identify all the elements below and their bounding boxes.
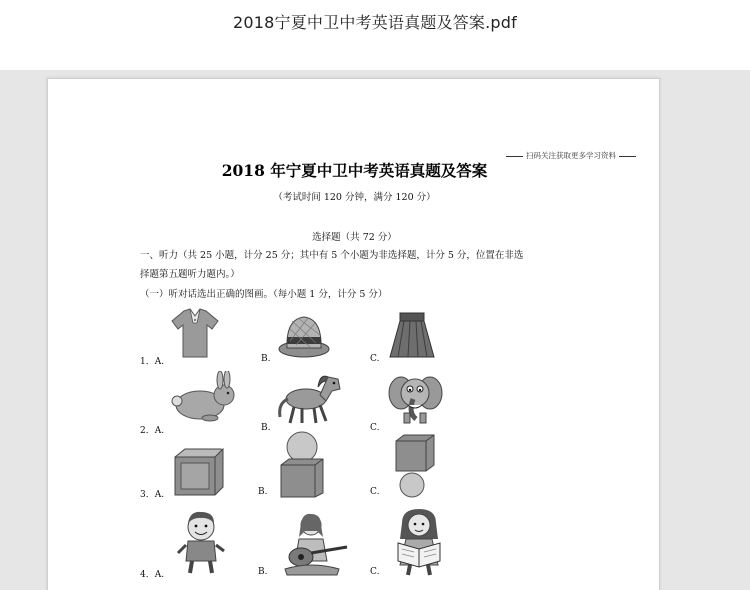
viewer-toolbar [0, 0, 750, 70]
girl-with-guitar-picture [277, 513, 349, 577]
option-b-label: B. [261, 423, 271, 433]
part-instruction-continued: 择题第五题听力题内。） [140, 269, 240, 280]
scan-note: 扫码关注获取更多学习资料 [503, 150, 639, 161]
horse-picture [276, 369, 348, 425]
ball-in-box-picture [171, 443, 227, 499]
sub-part-instruction: （一）听对话选出正确的图画。（每小题 1 分，计分 5 分） [140, 289, 388, 300]
question-number: 2．A. [140, 426, 165, 436]
pdf-page [47, 78, 660, 590]
girl-reading-picture [388, 509, 450, 577]
polo-shirt-picture [170, 307, 220, 359]
document-title: 2018宁夏中卫中考英语真题及答案.pdf [233, 13, 517, 32]
exam-subtitle: （考试时间 120 分钟，满分 120 分） [273, 192, 436, 203]
section-heading: 选择题（共 72 分） [312, 232, 397, 243]
ball-on-box-picture [277, 431, 327, 499]
option-b-label: B. [261, 354, 271, 364]
question-number: 1．A. [140, 357, 165, 367]
option-c-label: C. [370, 487, 380, 497]
option-c-label: C. [370, 423, 380, 433]
skirt-picture [388, 311, 436, 359]
boy-picture [174, 509, 228, 575]
question-number: 4．A. [140, 570, 165, 580]
option-c-label: C. [370, 354, 380, 364]
option-b-label: B. [258, 487, 268, 497]
elephant-picture [386, 369, 444, 427]
option-b-label: B. [258, 567, 268, 577]
exam-title: 2018 年宁夏中卫中考英语真题及答案 [221, 161, 488, 180]
rabbit-picture [170, 371, 240, 423]
straw-hat-picture [278, 313, 330, 359]
pdf-viewer[interactable] [0, 70, 750, 590]
ball-under-box-picture [390, 431, 438, 499]
option-c-label: C. [370, 567, 380, 577]
part-instruction: 一、听力（共 25 小题，计分 25 分；其中有 5 个小题为非选择题，计分 5 分，位置在非选 [140, 250, 524, 261]
question-number: 3．A. [140, 490, 165, 500]
